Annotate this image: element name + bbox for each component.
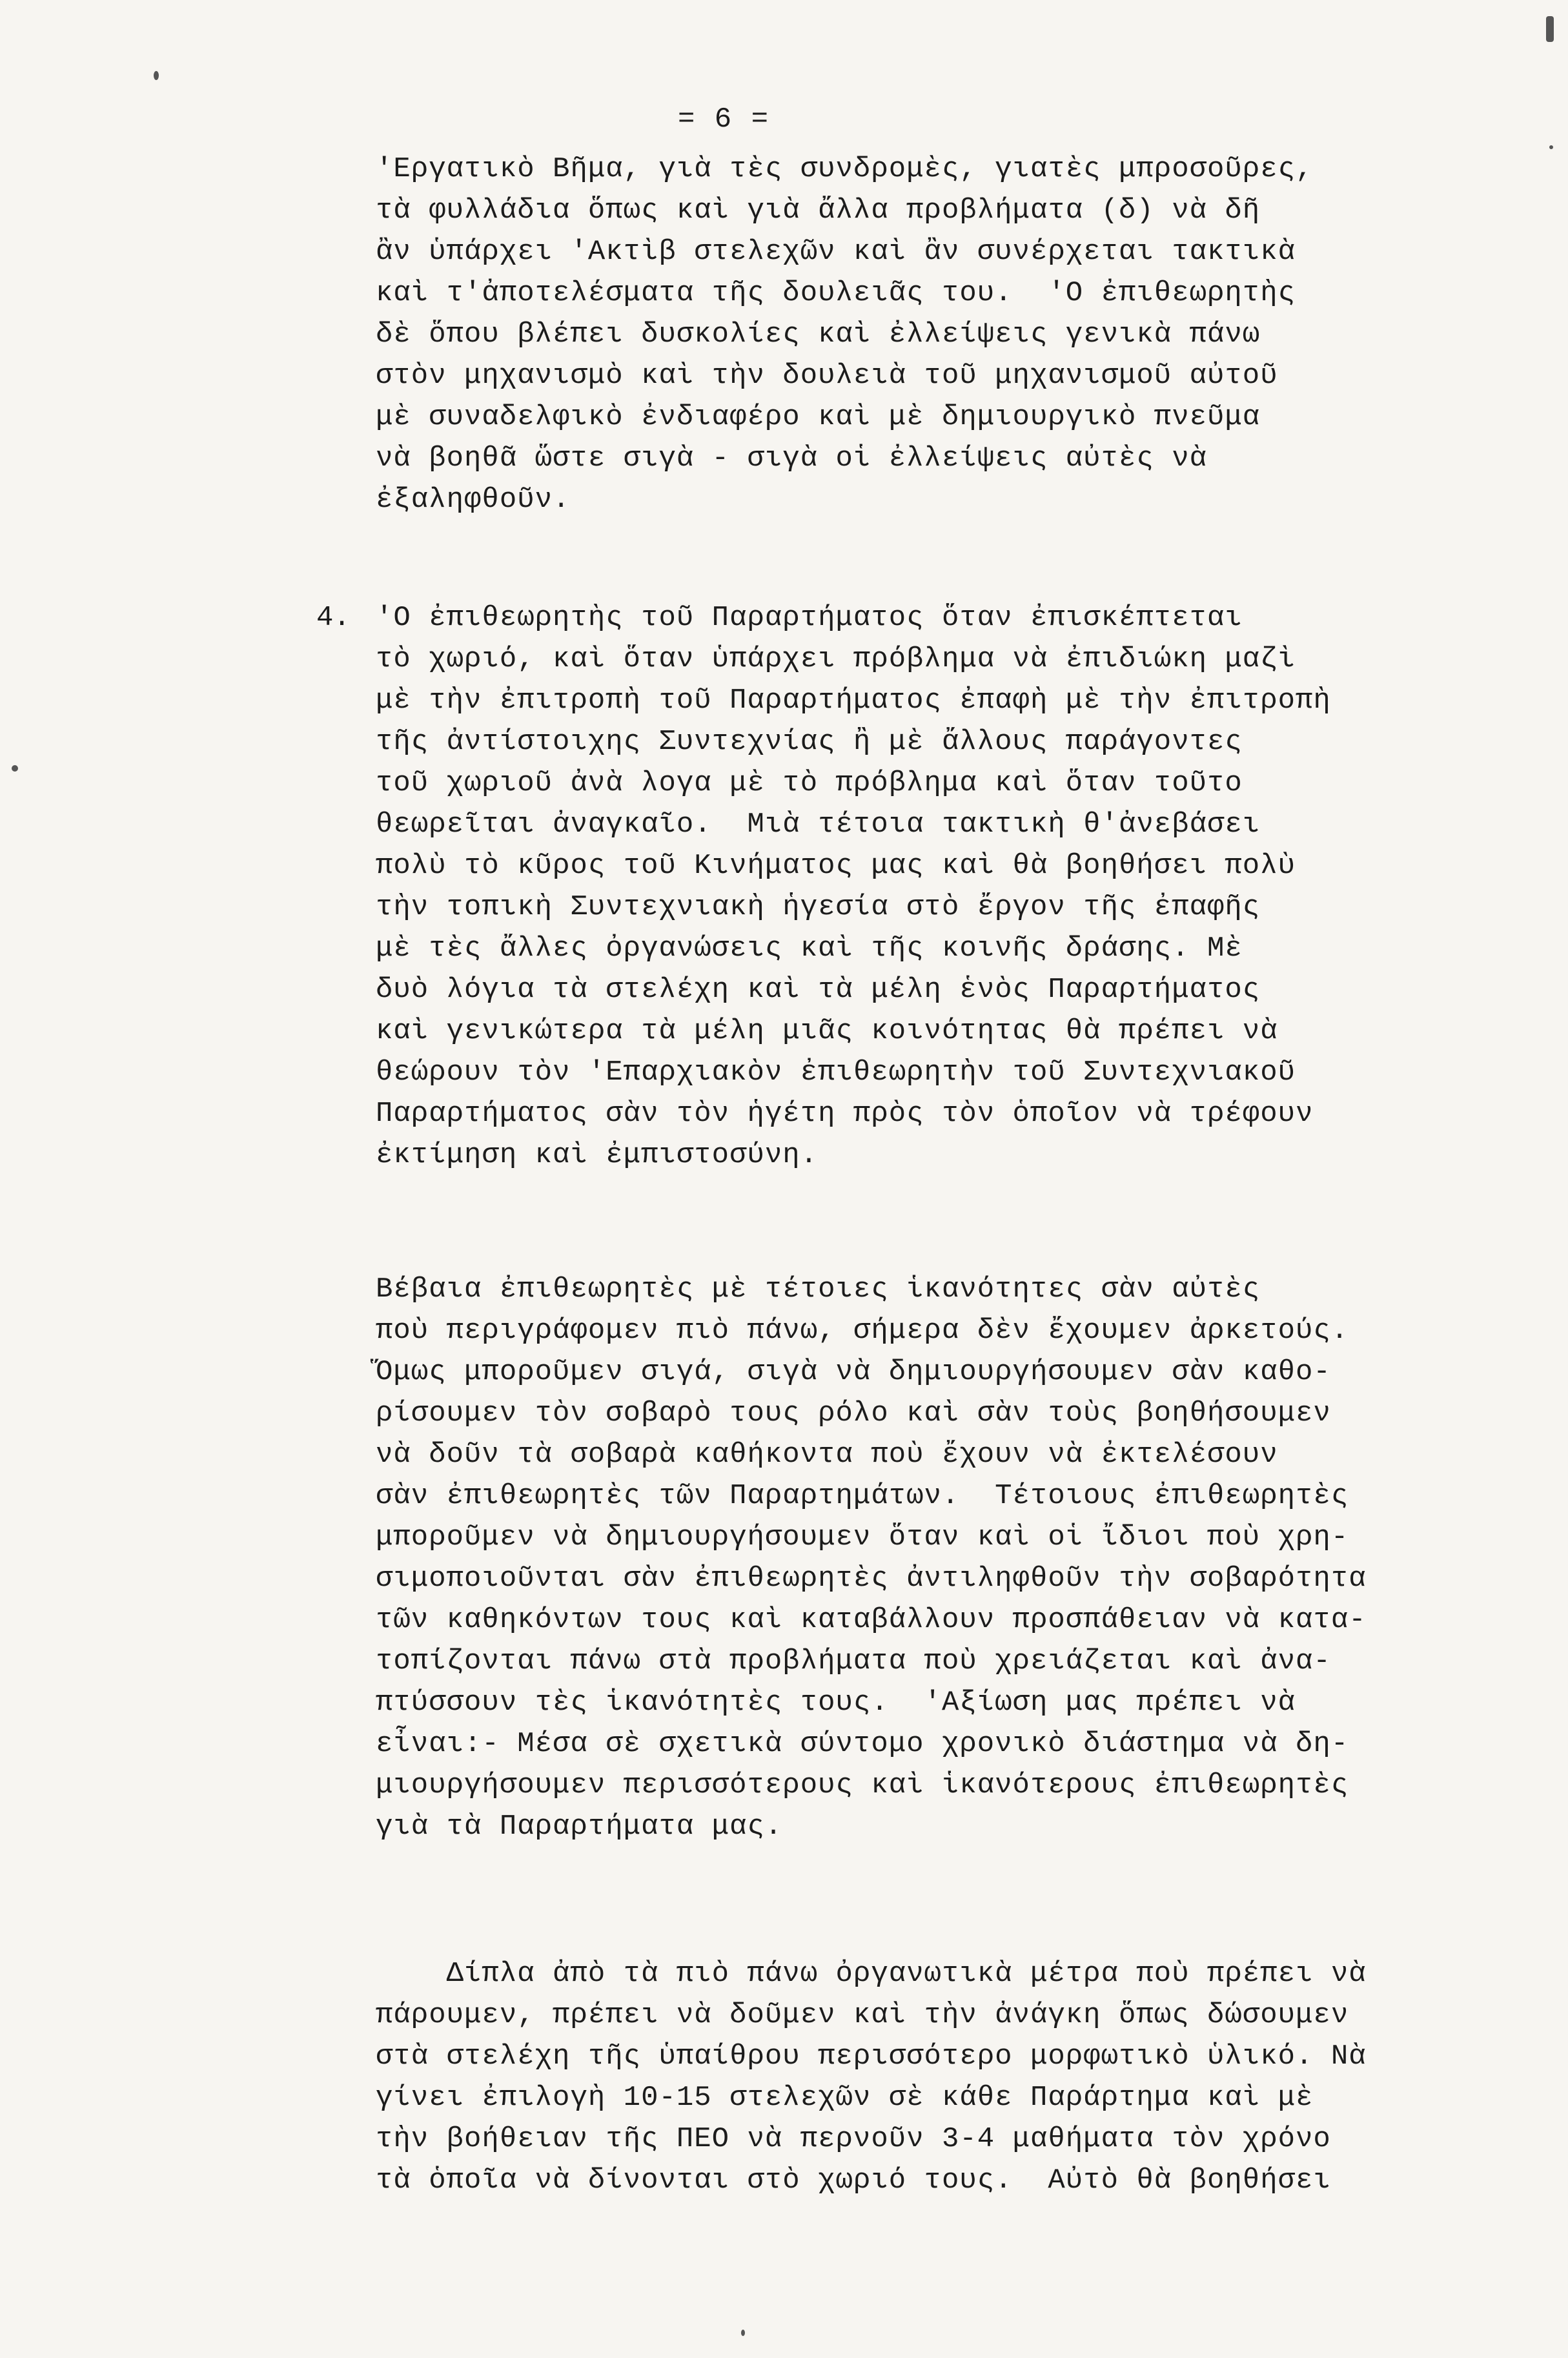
list-item-marker: 4. [316,602,351,634]
text-line: πάρουμεν, πρέπει νὰ δοῦμεν καὶ τὴν ἀνάγκη ὅπως δώσουμεν [376,1999,1349,2031]
text-line: σιμοποιοῦνται σὰν ἐπιθεωρητὲς ἀντιληφθοῦν τὴν σοβαρότητα [376,1563,1367,1595]
text-line: καὶ γενικώτερα τὰ μέλη μιᾶς κοινότητας θὰ πρέπει νὰ [376,1015,1278,1047]
scan-speck [154,71,159,80]
text-line: πολὺ τὸ κῦρος τοῦ Κινήματος μας καὶ θὰ βοηθήσει πολὺ [376,850,1296,882]
text-line: ποὺ περιγράφομεν πιὸ πάνω, σήμερα δὲν ἔχουμεν ἀρκετούς. [376,1315,1349,1347]
text-line: τὴν τοπικὴ Συντεχνιακὴ ἡγεσία στὸ ἔργον τῆς ἐπαφῆς [376,891,1261,923]
text-line: τῆς ἀντίστοιχης Συντεχνίας ἢ μὲ ἄλλους παράγοντες [376,726,1243,758]
text-line: τὰ ὁποῖα νὰ δίνονται στὸ χωριό τους. Αὐτὸ θὰ βοηθήσει [376,2164,1331,2197]
text-line: Δίπλα ἀπὸ τὰ πιὸ πάνω ὀργανωτικὰ μέτρα ποὺ πρέπει νὰ [376,1958,1367,1990]
text-line: τὰ φυλλάδια ὅπως καὶ γιὰ ἄλλα προβλήματα (δ) νὰ δῆ [376,194,1261,227]
scan-speck [12,765,18,772]
text-line: τοῦ χωριοῦ ἀνὰ λογα μὲ τὸ πρόβλημα καὶ ὅταν τοῦτο [376,767,1243,799]
text-line: νὰ βοηθᾶ ὥστε σιγὰ - σιγὰ οἱ ἐλλείψεις αὐτὲς νὰ [376,442,1208,475]
text-line: στὰ στελέχη τῆς ὑπαίθρου περισσότερο μορφωτικὸ ὑλικό. Νὰ [376,2040,1367,2073]
text-line: στὸν μηχανισμὸ καὶ τὴν δουλειὰ τοῦ μηχανισμοῦ αὐτοῦ [376,360,1278,392]
text-line: τὴν βοήθειαν τῆς ΠΕΟ νὰ περνοῦν 3-4 μαθήματα τὸν χρόνο [376,2123,1331,2155]
text-line: ἂν ὑπάρχει 'Ακτὶβ στελεχῶν καὶ ἂν συνέρχεται τακτικὰ [376,236,1296,268]
text-line: 'Ο ἐπιθεωρητὴς τοῦ Παραρτήματος ὅταν ἐπισκέπτεται [376,602,1243,634]
list-item-4-paragraph [376,597,1331,1176]
text-line: θεώρουν τὸν 'Επαρχιακὸν ἐπιθεωρητὴν τοῦ Συντεχνιακοῦ [376,1056,1296,1089]
text-line: μὲ τὴν ἐπιτροπὴ τοῦ Παραρτήματος ἐπαφὴ μὲ τὴν ἐπιτροπὴ [376,684,1331,717]
scan-speck [1546,16,1554,42]
text-line: μὲ τὲς ἄλλες ὀργανώσεις καὶ τῆς κοινῆς δράσης. Μὲ [376,932,1243,965]
text-line: μιουργήσουμεν περισσότερους καὶ ἱκανότερους ἐπιθεωρητὲς [376,1769,1349,1801]
text-line: πτύσσουν τὲς ἱκανότητὲς τους. 'Αξίωση μας πρέπει νὰ [376,1686,1296,1719]
text-line: τὸ χωριό, καὶ ὅταν ὑπάρχει πρόβλημα νὰ ἐπιδιώκη μαζὶ [376,643,1296,675]
text-line: γιὰ τὰ Παραρτήματα μας. [376,1810,783,1843]
text-line: καὶ τ'ἀποτελέσματα τῆς δουλειᾶς του. 'Ο ἐπιθεωρητὴς [376,277,1296,309]
text-line: δυὸ λόγια τὰ στελέχη καὶ τὰ μέλη ἑνὸς Παραρτήματος [376,974,1261,1006]
continuation-paragraph [376,149,1313,520]
text-line: 'Εργατικὸ Βῆμα, γιὰ τὲς συνδρομὲς, γιατὲς μπροσοῦρες, [376,153,1314,185]
body-paragraph [376,1953,1367,2201]
text-line: θεωρεῖται ἀναγκαῖο. Μιὰ τέτοια τακτικὴ θ'ἀνεβάσει [376,808,1261,841]
scan-speck [1549,145,1553,149]
text-line: σὰν ἐπιθεωρητὲς τῶν Παραρτημάτων. Τέτοιους ἐπιθεωρητὲς [376,1480,1349,1512]
text-line: μποροῦμεν νὰ δημιουργήσουμεν ὅταν καὶ οἱ ἴδιοι ποὺ χρη- [376,1521,1349,1553]
body-paragraph [376,1269,1367,1847]
page-number: = 6 = [678,103,770,136]
text-line: γίνει ἐπιλογὴ 10-15 στελεχῶν σὲ κάθε Παράρτημα καὶ μὲ [376,2082,1314,2114]
text-line: Ὅμως μποροῦμεν σιγά, σιγὰ νὰ δημιουργήσουμεν σὰν καθο- [376,1356,1331,1388]
text-line: μὲ συναδελφικὸ ἐνδιαφέρο καὶ μὲ δημιουργικὸ πνεῦμα [376,401,1261,433]
text-line: Βέβαια ἐπιθεωρητὲς μὲ τέτοιες ἱκανότητες σὰν αὐτὲς [376,1273,1261,1306]
scan-speck [741,2330,745,2336]
text-line: τοπίζονται πάνω στὰ προβλήματα ποὺ χρειάζεται καὶ ἀνα- [376,1645,1331,1677]
text-line: ἐκτίμηση καὶ ἐμπιστοσύνη. [376,1139,819,1171]
text-line: Παραρτήματος σὰν τὸν ἡγέτη πρὸς τὸν ὁποῖον νὰ τρέφουν [376,1098,1314,1130]
text-line: τῶν καθηκόντων τους καὶ καταβάλλουν προσπάθειαν νὰ κατα- [376,1604,1367,1636]
text-line: ἐξαληφθοῦν. [376,484,571,516]
text-line: δὲ ὅπου βλέπει δυσκολίες καὶ ἐλλείψεις γενικὰ πάνω [376,318,1261,351]
text-line: εἶναι:- Μέσα σὲ σχετικὰ σύντομο χρονικὸ διάστημα νὰ δη- [376,1728,1349,1760]
text-line: νὰ δοῦν τὰ σοβαρὰ καθήκοντα ποὺ ἔχουν νὰ ἐκτελέσουν [376,1439,1278,1471]
text-line: ρίσουμεν τὸν σοβαρὸ τους ρόλο καὶ σὰν τοὺς βοηθήσουμεν [376,1397,1331,1430]
